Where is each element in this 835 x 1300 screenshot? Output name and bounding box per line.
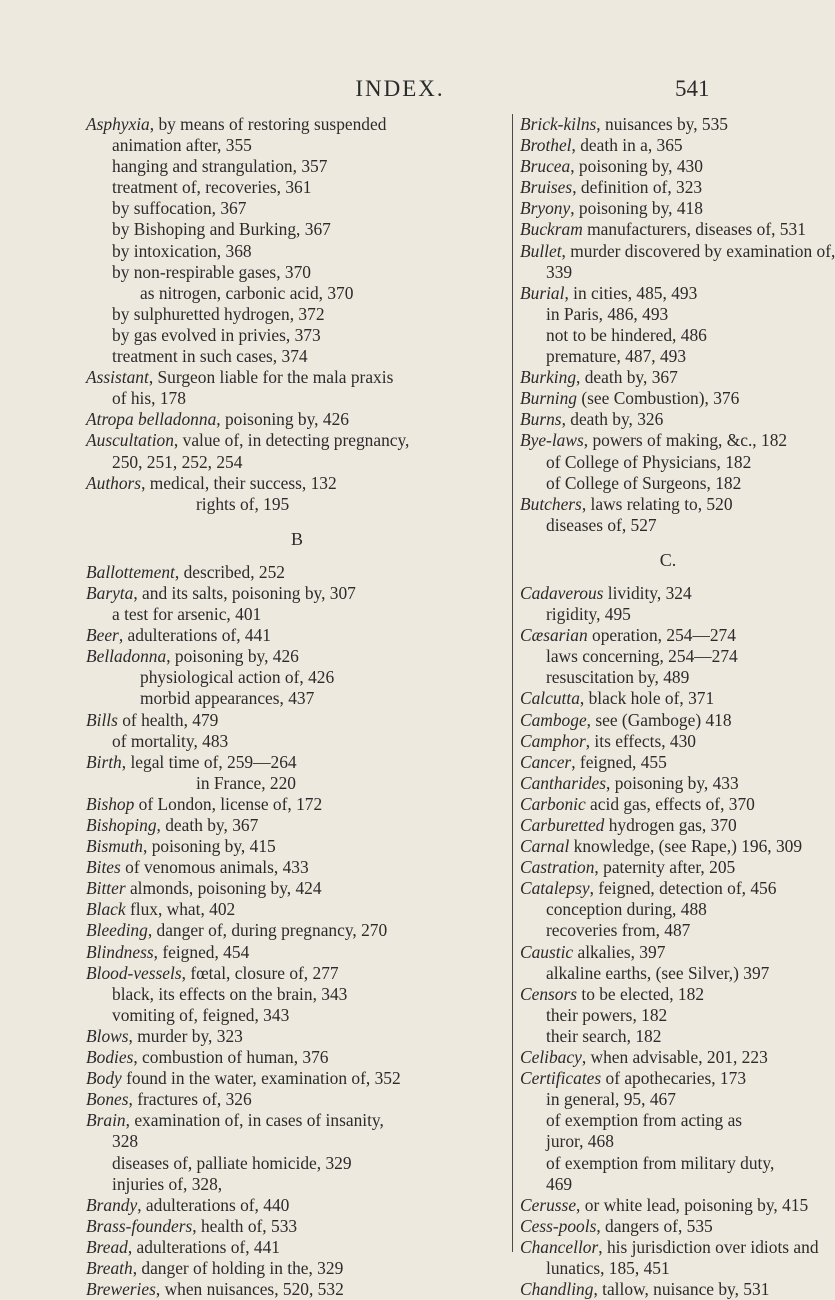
entry-text: , definition of, 323 (572, 177, 703, 198)
index-entry (86, 815, 508, 836)
entry-text: , see (Gamboge) 418 (586, 709, 732, 730)
entry-text: by sulphuretted hydrogen, 372 (112, 303, 325, 324)
index-entry (520, 731, 816, 752)
entry-term: Ballottement (86, 561, 175, 582)
index-entry (86, 942, 508, 963)
index-entry (520, 815, 816, 836)
entry-text: , Surgeon liable for the mala praxis (148, 367, 394, 388)
entry-text: morbid appearances, 437 (140, 688, 315, 709)
index-entry (520, 494, 816, 515)
entry-text: , powers of making, &c., 182 (583, 430, 788, 451)
index-subentry (86, 688, 508, 709)
entry-text: their powers, 182 (546, 1004, 668, 1025)
entry-text: flux, what, 402 (125, 899, 236, 920)
entry-text: lunatics, 185, 451 (546, 1257, 670, 1278)
entry-term: Bills (86, 709, 118, 730)
entry-text: , poisoning by, 418 (570, 198, 703, 219)
page-number: 541 (675, 76, 710, 101)
entry-term: Buckram (520, 219, 583, 240)
entry-text: conception during, 488 (546, 899, 707, 920)
entry-text: , feigned, detection of, 456 (589, 878, 777, 899)
index-subentry (520, 920, 816, 941)
entry-term: Brick-kilns (520, 114, 597, 134)
entry-term: Bye-laws (520, 430, 584, 451)
index-entry (520, 752, 816, 773)
index-entry (520, 625, 816, 646)
entry-term: Bullet (520, 240, 562, 261)
index-column-right (520, 114, 835, 1300)
entry-text: , tallow, nuisance by, 531 (593, 1279, 770, 1300)
entry-text: rights of, 195 (196, 493, 290, 514)
index-subentry (520, 1089, 816, 1110)
entry-text: , poisoning by, 426 (216, 409, 349, 430)
entry-text: lividity, 324 (603, 582, 692, 603)
entry-text: knowledge, (see Rape,) 196, 309 (569, 836, 803, 857)
index-entry (86, 1258, 508, 1279)
entry-term: Bleeding (86, 920, 148, 941)
entry-text: , fœtal, closure of, 277 (181, 962, 339, 983)
entry-text: hanging and strangulation, 357 (112, 156, 328, 177)
entry-text: by gas evolved in privies, 373 (112, 324, 321, 345)
entry-term: Blindness (86, 941, 154, 962)
entry-text: , his jurisdiction over idiots and (598, 1236, 819, 1257)
entry-term: Black (86, 899, 126, 920)
entry-term: Cadaverous (520, 582, 604, 603)
entry-term: Cæsarian (520, 625, 588, 646)
entry-text: almonds, poisoning by, 424 (125, 878, 322, 899)
entry-text: , value of, in detecting pregnancy, (173, 430, 410, 451)
entry-term: Butchers (520, 493, 582, 514)
entry-text: , legal time of, 259—264 (121, 751, 297, 772)
entry-text: not to be hindered, 486 (546, 324, 707, 345)
index-subentry (86, 198, 508, 219)
entry-text: (see Combustion), 376 (577, 388, 740, 409)
index-entry (86, 114, 508, 135)
entry-term: Cancer (520, 751, 572, 772)
entry-text: 469 (546, 1173, 573, 1194)
index-entry (86, 473, 508, 494)
index-entry (86, 963, 508, 984)
entry-text: diseases of, palliate homicide, 329 (112, 1152, 352, 1173)
entry-term: Asphyxia (86, 114, 150, 134)
entry-text: diseases of, 527 (546, 514, 657, 535)
entry-text: hydrogen gas, 370 (604, 815, 737, 835)
index-subentry (86, 156, 508, 177)
entry-text: of College of Surgeons, 182 (546, 472, 742, 493)
index-subentry (520, 515, 816, 536)
entry-text: , nuisances by, 535 (596, 114, 728, 134)
entry-term: Bismuth (86, 836, 144, 857)
entry-text: , examination of, in cases of insanity, (125, 1110, 384, 1131)
index-entry (86, 1279, 508, 1300)
entry-text: of apothecaries, 173 (601, 1068, 747, 1089)
entry-text: , or white lead, poisoning by, 415 (576, 1194, 809, 1215)
entry-text: treatment in such cases, 374 (112, 346, 308, 367)
index-entry (520, 430, 816, 451)
entry-text: to be elected, 182 (577, 983, 705, 1004)
entry-text: manufacturers, diseases of, 531 (582, 219, 806, 240)
entry-term: Atropa belladonna (86, 409, 217, 430)
index-entry (520, 177, 816, 198)
entry-term: Burning (520, 388, 578, 409)
entry-text: , poisoning by, 426 (166, 646, 299, 667)
entry-text: resuscitation by, 489 (546, 667, 690, 688)
entry-term: Camboge (520, 709, 587, 730)
index-entry (520, 156, 816, 177)
index-subentry (86, 219, 508, 240)
entry-term: Brandy (86, 1194, 138, 1215)
entry-term: Bruises (520, 177, 573, 198)
entry-term: Belladonna (86, 646, 167, 667)
entry-text: injuries of, 328, (112, 1173, 223, 1194)
index-subentry (520, 1174, 816, 1195)
index-entry (86, 1216, 508, 1237)
entry-text: juror, 468 (546, 1131, 614, 1152)
entry-term: Breath (86, 1257, 133, 1278)
index-column-left (86, 114, 508, 1300)
index-subentry (86, 452, 508, 473)
entry-term: Birth (86, 751, 122, 772)
entry-text: , when nuisances, 520, 532 (155, 1279, 344, 1300)
page-title: INDEX. (355, 76, 445, 101)
entry-term: Cess-pools (520, 1215, 597, 1236)
page-header (0, 72, 800, 112)
entry-text: , feigned, 455 (571, 751, 667, 772)
index-subentry (86, 1005, 508, 1026)
index-entry (520, 135, 816, 156)
entry-term: Burns (520, 409, 562, 430)
entry-term: Calcutta (520, 688, 580, 709)
index-entry (86, 1047, 508, 1068)
index-subentry (520, 473, 816, 494)
index-entry (520, 857, 816, 878)
entry-term: Bishop (86, 793, 135, 814)
entry-term: Bitter (86, 878, 126, 899)
index-entry (520, 688, 816, 709)
index-entry (520, 583, 816, 604)
index-subentry (520, 667, 816, 688)
index-entry (520, 219, 816, 240)
index-subentry (520, 325, 816, 346)
index-entry (86, 367, 508, 388)
section-letter: C. (659, 549, 677, 570)
entry-term: Bread (86, 1236, 128, 1257)
entry-text: , laws relating to, 520 (581, 493, 733, 514)
index-entry (86, 1110, 508, 1131)
index-entry (86, 1068, 508, 1089)
column-divider (512, 114, 513, 1252)
entry-term: Caustic (520, 941, 574, 962)
index-subentry (86, 283, 508, 304)
entry-text: vomiting of, feigned, 343 (112, 1004, 290, 1025)
index-subentry (86, 1131, 508, 1152)
index-entry (520, 710, 816, 731)
entry-term: Auscultation (86, 430, 174, 451)
entry-text: physiological action of, 426 (140, 667, 335, 688)
entry-text: of venomous animals, 433 (120, 857, 309, 878)
entry-text: premature, 487, 493 (546, 346, 687, 367)
entry-text: , poisoning by, 430 (570, 156, 703, 177)
entry-term: Brass-founders (86, 1215, 193, 1236)
index-subentry (520, 1153, 816, 1174)
index-entry (86, 920, 508, 941)
index-entry (86, 583, 508, 604)
entry-text: , described, 252 (174, 561, 285, 582)
index-subentry (86, 773, 508, 794)
entry-term: Burking (520, 367, 577, 388)
entry-text: , death by, 367 (156, 815, 259, 835)
index-entry (86, 1089, 508, 1110)
entry-text: , adulterations of, 440 (137, 1194, 290, 1215)
entry-text: , murder discovered by examination of, (561, 240, 835, 261)
entry-text: by intoxication, 368 (112, 240, 252, 261)
entry-text: , poisoning by, 433 (606, 772, 739, 793)
index-subentry (86, 667, 508, 688)
entry-text: , poisoning by, 415 (143, 836, 276, 857)
index-entry (520, 836, 816, 857)
entry-text: animation after, 355 (112, 135, 252, 156)
index-subentry (86, 984, 508, 1005)
index-subentry (86, 325, 508, 346)
section-letter: B (290, 528, 303, 549)
entry-text: 328 (112, 1131, 139, 1152)
index-subentry (86, 304, 508, 325)
entry-text: , black hole of, 371 (579, 688, 715, 709)
index-entry (86, 836, 508, 857)
entry-text: , murder by, 323 (128, 1025, 243, 1046)
index-entry (520, 942, 816, 963)
entry-term: Blows (86, 1025, 129, 1046)
entry-text: , health of, 533 (192, 1215, 298, 1236)
index-entry (86, 1237, 508, 1258)
index-subentry (520, 1258, 816, 1279)
index-entry (520, 794, 816, 815)
index-subentry (520, 1131, 816, 1152)
index-entry (86, 794, 508, 815)
index-entry (86, 646, 508, 667)
index-subentry (86, 494, 508, 515)
entry-term: Cantharides (520, 772, 606, 793)
entry-text: , its effects, 430 (585, 730, 696, 751)
entry-text: , adulterations of, 441 (127, 1236, 280, 1257)
entry-text: rigidity, 495 (546, 604, 631, 625)
index-entry (520, 1236, 819, 1258)
entry-text: by Bishoping and Burking, 367 (112, 219, 331, 240)
entry-text: , paternity after, 205 (594, 857, 736, 878)
entry-text: , danger of holding in the, 329 (132, 1257, 344, 1278)
index-entry (86, 710, 508, 731)
entry-text: , feigned, 454 (153, 941, 250, 962)
entry-term: Blood-vessels (86, 962, 182, 983)
index-entry (520, 773, 816, 794)
entry-text: alkaline earths, (see Silver,) 397 (546, 962, 770, 983)
entry-text: black, its effects on the brain, 343 (112, 983, 348, 1004)
entry-term: Cerusse (520, 1194, 577, 1215)
index-subentry (86, 604, 508, 625)
entry-text: , fractures of, 326 (128, 1089, 252, 1110)
entry-text: of exemption from military duty, (546, 1152, 775, 1173)
index-entry (86, 1195, 508, 1216)
entry-term: Camphor (520, 730, 586, 751)
index-entry (520, 1216, 816, 1237)
entry-text: , death by, 326 (561, 409, 664, 430)
entry-text: , by means of restoring suspended (149, 114, 387, 134)
index-entry (86, 1026, 508, 1047)
index-subentry (86, 135, 508, 156)
index-entry (86, 409, 508, 430)
entry-term: Brain (86, 1110, 126, 1131)
entry-text: of London, license of, 172 (134, 793, 323, 814)
entry-text: , combustion of human, 376 (133, 1047, 329, 1068)
index-subentry (86, 731, 508, 752)
entry-term: Authors (86, 472, 142, 493)
entry-text: of College of Physicians, 182 (546, 451, 752, 472)
index-entry (86, 752, 508, 773)
entry-term: Bryony (520, 198, 571, 219)
entry-text: , dangers of, 535 (596, 1215, 713, 1236)
index-entry (520, 240, 835, 262)
entry-term: Castration (520, 857, 595, 878)
index-entry (520, 198, 816, 219)
index-subentry (86, 1153, 508, 1174)
index-subentry (520, 1005, 816, 1026)
entry-text: treatment of, recoveries, 361 (112, 177, 312, 198)
index-subentry (520, 604, 816, 625)
entry-term: Celibacy (520, 1047, 582, 1068)
index-subentry (520, 646, 816, 667)
entry-text: of mortality, 483 (112, 730, 229, 751)
entry-term: Assistant (86, 367, 149, 388)
index-entry (86, 430, 508, 451)
index-subentry (520, 1110, 816, 1131)
index-subentry (520, 1026, 816, 1047)
index-entry (86, 878, 508, 899)
entry-text: operation, 254—274 (587, 625, 736, 646)
entry-term: Brothel (520, 135, 572, 156)
index-entry (520, 114, 816, 135)
entry-term: Breweries (86, 1279, 156, 1300)
index-subentry (86, 388, 508, 409)
index-entry (520, 1068, 816, 1089)
entry-term: Carbonic (520, 793, 586, 814)
entry-term: Chandling (520, 1279, 594, 1300)
entry-text: acid gas, effects of, 370 (585, 793, 755, 814)
entry-text: , adulterations of, 441 (118, 625, 271, 646)
entry-text: , and its salts, poisoning by, 307 (133, 582, 356, 603)
index-entry (520, 283, 816, 304)
index-entry (520, 367, 816, 388)
entry-term: Censors (520, 983, 578, 1004)
index-entry (520, 388, 816, 409)
entry-text: in Paris, 486, 493 (546, 303, 669, 324)
entry-text: , in cities, 485, 493 (564, 282, 698, 303)
entry-text: , death by, 367 (576, 367, 678, 388)
entry-text: by non-respirable gases, 370 (112, 261, 311, 282)
entry-term: Body (86, 1068, 122, 1089)
entry-text: in France, 220 (196, 772, 296, 793)
entry-term: Catalepsy (520, 878, 590, 899)
entry-text: recoveries from, 487 (546, 920, 691, 941)
index-subentry (520, 452, 816, 473)
entry-text: , death in a, 365 (571, 135, 683, 156)
entry-term: Beer (86, 625, 119, 646)
entry-text: , when advisable, 201, 223 (581, 1047, 768, 1068)
index-entry (86, 562, 508, 583)
entry-term: Brucea (520, 156, 571, 177)
entry-text: their search, 182 (546, 1025, 662, 1046)
index-subentry (520, 963, 816, 984)
index-subentry (520, 346, 816, 367)
entry-text: alkalies, 397 (573, 941, 666, 962)
index-subentry (86, 241, 508, 262)
index-entry (520, 878, 816, 899)
index-entry (520, 1279, 816, 1300)
entry-term: Burial (520, 282, 565, 303)
index-subentry (520, 899, 816, 920)
index-subentry (520, 304, 816, 325)
index-entry (86, 857, 508, 878)
entry-term: Bodies (86, 1047, 134, 1068)
entry-text: of health, 479 (117, 709, 219, 730)
entry-text: , danger of, during pregnancy, 270 (147, 920, 388, 941)
entry-text: as nitrogen, carbonic acid, 370 (140, 282, 354, 303)
entry-text: of exemption from acting as (546, 1110, 743, 1131)
entry-text: found in the water, examination of, 352 (121, 1068, 401, 1089)
index-entry (86, 899, 508, 920)
index-subentry (86, 177, 508, 198)
entry-text: of his, 178 (112, 388, 186, 409)
entry-term: Certificates (520, 1068, 602, 1089)
index-entry (520, 984, 816, 1005)
entry-term: Carburetted (520, 815, 605, 835)
entry-term: Carnal (520, 836, 570, 857)
entry-text: in general, 95, 467 (546, 1089, 676, 1110)
entry-text: by suffocation, 367 (112, 198, 247, 219)
index-subentry (86, 1174, 508, 1195)
entry-text: 339 (546, 261, 573, 282)
entry-text: , medical, their success, 132 (141, 472, 337, 493)
index-subentry (86, 262, 508, 283)
index-subentry (86, 346, 508, 367)
entry-term: Bishoping (86, 815, 157, 835)
index-subentry (520, 262, 816, 283)
index-entry (520, 409, 816, 430)
entry-term: Bites (86, 857, 121, 878)
entry-term: Chancellor (520, 1236, 599, 1257)
entry-term: Baryta (86, 582, 134, 603)
entry-text: laws concerning, 254—274 (546, 646, 738, 667)
entry-term: Bones (86, 1089, 129, 1110)
entry-text: 250, 251, 252, 254 (112, 451, 243, 472)
entry-text: a test for arsenic, 401 (112, 604, 262, 625)
index-entry (520, 1047, 816, 1068)
index-entry (520, 1195, 816, 1216)
index-entry (86, 625, 508, 646)
